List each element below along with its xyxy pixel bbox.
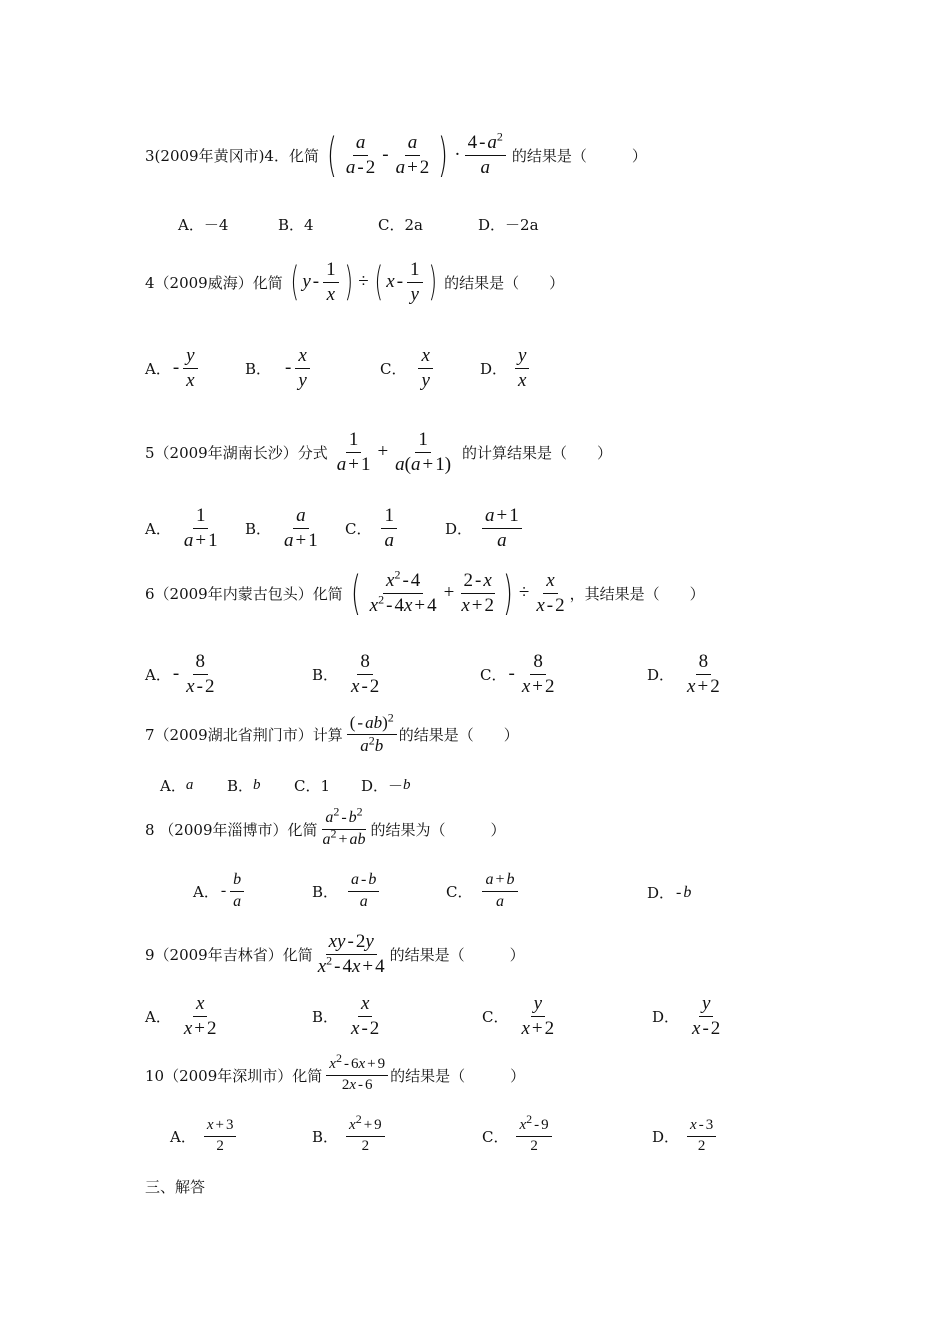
q10-option-d: D． $\frac{x - 3}{2}$ bbox=[652, 1118, 718, 1155]
q7-label-b: B． bbox=[227, 777, 254, 795]
q7-label-d: D． bbox=[361, 777, 389, 795]
q7-option-d: D． － b bbox=[361, 777, 411, 795]
q5-prefix: 5（2009年湖南长沙）分式 bbox=[145, 443, 328, 462]
q9-option-b: B． $\frac{x}{x - 2}$ bbox=[312, 993, 380, 1039]
q5-option-c: C． $\frac{1}{a}$ bbox=[345, 506, 399, 551]
q4-stem bbox=[145, 260, 564, 305]
q8-label-a: A． bbox=[193, 882, 219, 901]
q3-option-c: C．2a bbox=[378, 216, 423, 234]
q3-option-a: A．－4 bbox=[178, 216, 229, 234]
q5-option-d: D． $\frac{a + 1}{a}$ bbox=[445, 506, 524, 551]
q8-prefix: 8 （2009年淄博市）化简 bbox=[145, 820, 318, 839]
q4-option-c: C． $\frac{x}{y}$ bbox=[380, 346, 435, 391]
q4-prefix: 4（2009威海）化简 bbox=[145, 273, 283, 292]
q10-option-b: B． $\frac{x^2 + 9}{2}$ bbox=[312, 1118, 387, 1155]
q6-prefix: 6（2009年内蒙古包头）化简 bbox=[145, 584, 343, 603]
q6-label-c: C． bbox=[480, 665, 507, 684]
q5-label-c: C． bbox=[345, 519, 372, 538]
q9-stem bbox=[145, 932, 525, 977]
q5-suffix: 的计算结果是（ ） bbox=[462, 443, 613, 462]
q7-expression: $\frac{( - ab)^2}{a^2b}$ bbox=[345, 714, 399, 755]
q5-expression: $\frac{1}{a + 1}$ + $\frac{1}{a(a + 1)}$ bbox=[336, 429, 452, 475]
q10-label-c: C． bbox=[482, 1127, 509, 1146]
q8-option-b: B． $\frac{a - b}{a}$ bbox=[312, 872, 381, 911]
q10-option-a: A． $\frac{x + 3}{2}$ bbox=[170, 1118, 238, 1155]
q8-label-b: B． bbox=[312, 882, 339, 901]
q10-label-a: A． bbox=[170, 1127, 196, 1146]
q10-suffix: 的结果是（ ） bbox=[390, 1066, 526, 1085]
q8-option-c: C． $\frac{a + b}{a}$ bbox=[446, 872, 520, 911]
q5-option-a: A． $\frac{1}{a + 1}$ bbox=[145, 505, 218, 551]
q8-stem bbox=[145, 804, 506, 849]
q6-option-d: D． $\frac{8}{x + 2}$ bbox=[647, 651, 720, 697]
q9-option-d: D． $\frac{y}{x - 2}$ bbox=[652, 993, 721, 1039]
q10-expression: $\frac{x^2 - 6x + 9}{2x - 6}$ bbox=[324, 1057, 390, 1094]
q3-expression: ( $\frac{a}{a - 2}$ - $\frac{a}{a + 2}$ ) · $\frac{4 - a^2}{a}$ bbox=[323, 132, 508, 178]
q5-label-d: D． bbox=[445, 519, 473, 538]
q4-expression: ( y - $\frac{1}{x}$ ) ÷ ( x - $\frac{1}{y}$ ) bbox=[290, 259, 437, 306]
q9-label-c: C． bbox=[482, 1007, 509, 1026]
q10-label-d: D． bbox=[652, 1127, 680, 1146]
q3-stem bbox=[145, 128, 647, 182]
q9-label-d: D． bbox=[652, 1007, 680, 1026]
q4-label-b: B． bbox=[245, 359, 272, 378]
q8-option-a: A． - $\frac{b}{a}$ bbox=[193, 872, 246, 911]
q7-option-c bbox=[294, 775, 330, 796]
q7-suffix: 的结果是（ ） bbox=[398, 725, 519, 744]
q4-option-b: B． - $\frac{x}{y}$ bbox=[245, 346, 312, 391]
q4-label-d: D． bbox=[480, 359, 508, 378]
q3-option-d: D．－2a bbox=[478, 216, 539, 234]
q6-label-b: B． bbox=[312, 665, 339, 684]
q10-option-c: C． $\frac{x^2 - 9}{2}$ bbox=[482, 1118, 554, 1155]
q4-label-a: A． bbox=[145, 359, 171, 378]
q6-suffix: ，其结果是（ ） bbox=[569, 584, 705, 603]
q4-label-c: C． bbox=[380, 359, 407, 378]
q7-value-d-prefix: － bbox=[388, 777, 404, 795]
q6-option-b: B． $\frac{8}{x - 2}$ bbox=[312, 651, 380, 697]
q8-expression: $\frac{a^2 - b^2}{a^2 + ab}$ bbox=[322, 804, 366, 848]
q9-label-a: A． bbox=[145, 1007, 171, 1026]
q4-option-a: A． - $\frac{y}{x}$ bbox=[145, 346, 200, 391]
q7-option-a: A． a bbox=[160, 777, 194, 795]
q5-option-b: B． $\frac{a}{a + 1}$ bbox=[245, 505, 318, 551]
q10-stem bbox=[145, 1051, 526, 1094]
q6-label-a: A． bbox=[145, 665, 171, 684]
q9-suffix: 的结果是（ ） bbox=[389, 945, 525, 964]
q10-prefix: 10（2009年深圳市）化简 bbox=[145, 1066, 323, 1085]
q6-expression: ( $\frac{x^2 - 4}{x^2 - 4x + 4}$ + $\frac{2 - x}{x + 2}$ ) ÷ $\frac{x}{x - 2}$ bbox=[350, 566, 565, 620]
q6-option-c: C． - $\frac{8}{x + 2}$ bbox=[480, 651, 555, 697]
q6-option-a: A． - $\frac{8}{x - 2}$ bbox=[145, 651, 215, 697]
q8-suffix: 的结果为（ ） bbox=[370, 820, 506, 839]
q3-prefix: 3(2009年黄冈市)4．化简 bbox=[145, 146, 319, 165]
q9-option-a: A． $\frac{x}{x + 2}$ bbox=[145, 993, 217, 1039]
q8-label-d: D． bbox=[647, 884, 675, 902]
q4-option-d: D． $\frac{y}{x}$ bbox=[480, 346, 531, 391]
q5-label-b: B． bbox=[245, 519, 272, 538]
q5-label-a: A． bbox=[145, 519, 171, 538]
q9-option-c: C． $\frac{y}{x + 2}$ bbox=[482, 993, 555, 1039]
q7-prefix: 7（2009湖北省荆门市）计算 bbox=[145, 725, 343, 744]
q7-option-b: B． b bbox=[227, 777, 261, 795]
q7-label-a: A． bbox=[160, 777, 186, 795]
q10-label-b: B． bbox=[312, 1127, 339, 1146]
section-heading: 三、解答 bbox=[145, 1178, 206, 1196]
q8-option-d: D． - b bbox=[647, 883, 692, 902]
q7-label-c: C． bbox=[294, 777, 321, 795]
q3-option-b: B．4 bbox=[278, 216, 314, 234]
q9-label-b: B． bbox=[312, 1007, 339, 1026]
q6-stem bbox=[145, 566, 705, 620]
q4-suffix: 的结果是（ ） bbox=[444, 273, 565, 292]
q8-label-c: C． bbox=[446, 882, 473, 901]
q9-expression: $\frac{xy - 2y}{x^2 - 4x + 4}$ bbox=[317, 931, 385, 977]
q7-stem bbox=[145, 710, 519, 755]
q5-stem bbox=[145, 430, 612, 475]
q7-value-c: 1 bbox=[320, 776, 331, 795]
q3-suffix: 的结果是（ ） bbox=[511, 146, 647, 165]
q9-prefix: 9（2009年吉林省）化简 bbox=[145, 945, 313, 964]
q6-label-d: D． bbox=[647, 665, 675, 684]
